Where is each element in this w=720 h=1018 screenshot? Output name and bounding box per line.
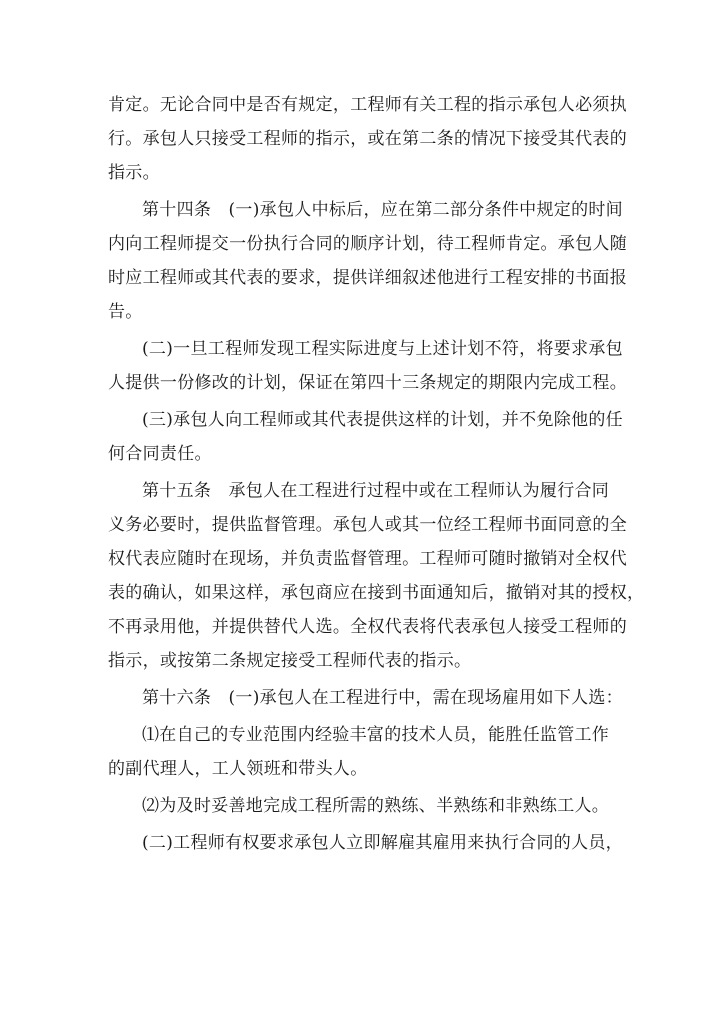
text-line: 内向工程师提交一份执行合同的顺序计划，待工程师肯定。承包人随: [108, 234, 627, 254]
paragraph-art14-2: [108, 332, 627, 400]
text-line: 人提供一份修改的计划，保证在第四十三条规定的期限内完成工程。: [108, 373, 627, 393]
text-line: ⑵为及时妥善地完成工程所需的熟练、半熟练和非熟练工人。: [142, 796, 610, 816]
text-line: 何合同责任。: [108, 444, 212, 464]
text-line: (二)工程师有权要求承包人立即解雇其雇用来执行合同的人员，: [142, 833, 623, 853]
paragraph-art14-1: [108, 193, 627, 329]
document-page: [108, 88, 645, 860]
text-line: 权代表应随时在现场，并负责监督管理。工程师可随时撤销对全权代: [108, 549, 627, 569]
paragraph-p1: [108, 88, 627, 190]
text-line: 告。: [108, 302, 143, 322]
paragraph-art16-1: [108, 681, 623, 715]
text-line: (三)承包人向工程师或其代表提供这样的计划，并不免除他的任: [142, 410, 623, 430]
paragraph-art14-3: [108, 403, 623, 471]
paragraph-art16-1-1: [108, 718, 618, 786]
text-line: 的副代理人，工人领班和带头人。: [108, 759, 368, 779]
text-line: 指示，或按第二条规定接受工程师代表的指示。: [108, 651, 472, 671]
text-line: 义务必要时，提供监督管理。承包人或其一位经工程师书面同意的全: [108, 515, 627, 535]
text-line: 不再录用他，并提供替代人选。全权代表将代表承包人接受工程师的: [108, 617, 627, 637]
paragraph-art15: [108, 474, 645, 678]
text-line: 第十五条 承包人在工程进行过程中或在工程师认为履行合同: [142, 481, 610, 501]
text-line: ⑴在自己的专业范围内经验丰富的技术人员，能胜任监管工作: [142, 725, 610, 745]
text-line: 肯定。无论合同中是否有规定，工程师有关工程的指示承包人必须执: [108, 95, 627, 115]
text-line: (二)一旦工程师发现工程实际进度与上述计划不符，将要求承包: [142, 339, 623, 359]
text-line: 行。承包人只接受工程师的指示，或在第二条的情况下接受其代表的: [108, 129, 627, 149]
paragraph-art16-2: [108, 826, 623, 860]
text-line: 时应工程师或其代表的要求，提供详细叙述他进行工程安排的书面报: [108, 268, 627, 288]
text-line: 指示。: [108, 163, 160, 183]
text-line: 第十六条 (一)承包人在工程进行中，需在现场雇用如下人选：: [142, 688, 623, 708]
paragraph-art16-1-2: [108, 789, 618, 823]
text-line: 表的确认，如果这样，承包商应在接到书面通知后，撤销对其的授权，: [108, 583, 645, 603]
text-line: 第十四条 (一)承包人中标后，应在第二部分条件中规定的时间: [142, 200, 623, 220]
